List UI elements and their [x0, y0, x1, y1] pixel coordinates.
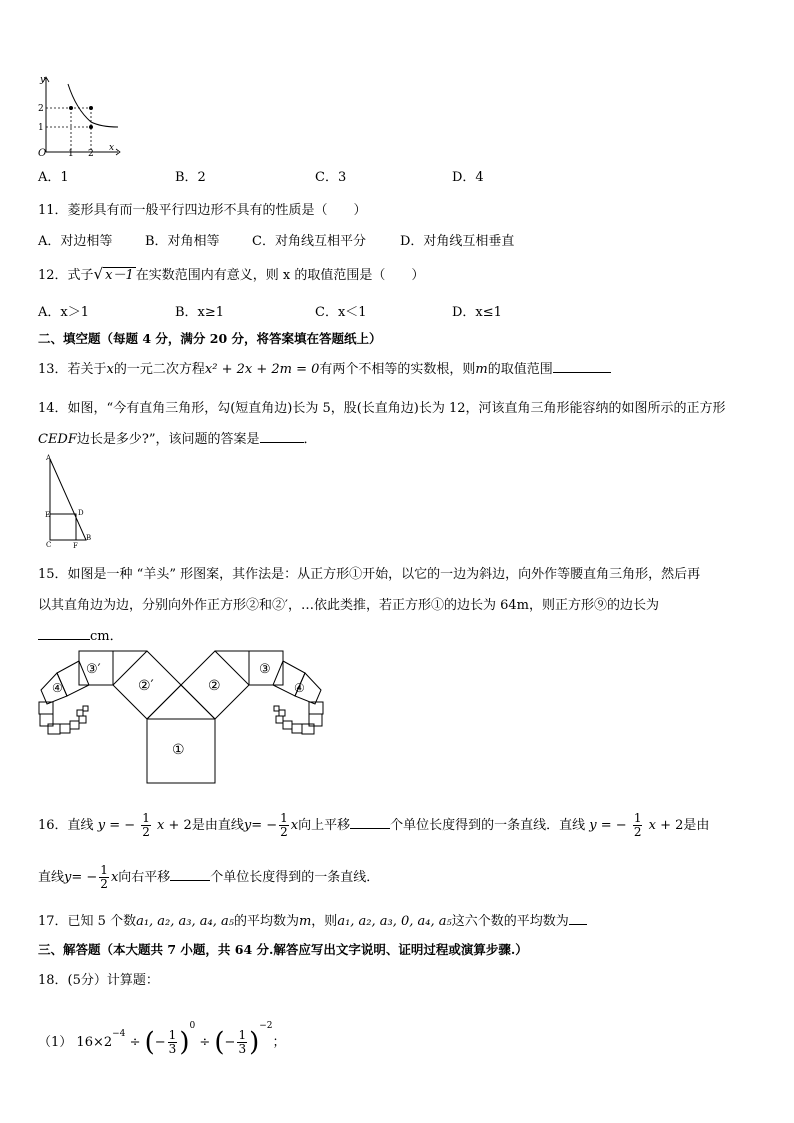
q14-label-e: E	[45, 511, 51, 519]
q16-y2: y	[243, 818, 252, 833]
q16-eqm3: = −	[600, 818, 627, 833]
q18-frac1	[168, 1029, 178, 1056]
q13-x: x	[106, 362, 114, 377]
q15-line1: 15．如图是一种 “羊头” 形图案，其作法是：从正方形①开始，以它的一边为斜边，向外作等腰直角三角形，然后再	[38, 567, 701, 582]
q17-six: a₁, a₂, a₃, 0, a₄, a₅	[337, 914, 452, 929]
q10-options	[38, 166, 758, 184]
frac-numerator: 1	[633, 811, 642, 825]
q15-label-square-2: ②	[208, 678, 221, 694]
q17-answer-blank[interactable]	[569, 924, 587, 925]
q10-graph	[36, 74, 122, 158]
graph-tick-x2: 2	[88, 149, 94, 158]
q15-label-square-3-prime: ③′	[86, 662, 101, 677]
graph-x-label: x	[109, 143, 115, 153]
q17-d: 这六个数的平均数为	[451, 914, 569, 929]
q15-label-square-2-prime: ②′	[138, 678, 154, 694]
q16-f: 直线	[38, 870, 65, 885]
q17-question	[38, 910, 587, 929]
q16-line2	[38, 860, 379, 896]
q18-exp3: −2	[259, 1021, 273, 1031]
section-3-heading	[38, 940, 528, 958]
q14-answer-blank[interactable]	[260, 442, 304, 443]
q18-exp2: 0	[189, 1021, 196, 1031]
q16-eqm2: = −	[251, 818, 278, 833]
q13-b: 的一元二次方程	[113, 362, 205, 377]
q16-h: 个单位长度得到的一条直线．	[210, 870, 380, 885]
q18-exp1: −4	[112, 1029, 126, 1039]
q12-option-c[interactable]: C．x＜1	[315, 305, 367, 320]
graph-tick-y1: 1	[38, 123, 44, 133]
q14-end: ．	[303, 432, 317, 447]
frac-numerator: 1	[168, 1028, 177, 1042]
q17-m: m	[298, 914, 312, 929]
q16-answer-blank-1[interactable]	[350, 828, 390, 829]
q18-part-label: （1）	[38, 1035, 73, 1050]
frac-denominator: 3	[168, 1042, 177, 1056]
q10-option-d[interactable]: D．4	[452, 170, 484, 185]
q13-d: 的取值范围	[487, 362, 553, 377]
q16-g: 向右平移	[118, 870, 171, 885]
q16-c: 向上平移	[298, 818, 351, 833]
q16-eqm4: = −	[71, 870, 98, 885]
q11-question: 11．菱形具有而一般平行四边形不具有的性质是（ ）	[38, 203, 367, 218]
q10-option-a[interactable]: A．1	[38, 170, 69, 185]
frac-denominator: 2	[280, 825, 288, 839]
q17-c: ，则	[311, 914, 338, 929]
frac-numerator: 1	[280, 811, 288, 825]
q13-m: m	[475, 362, 488, 377]
q16-a: 16．直线	[38, 818, 94, 833]
graph-tick-y2: 2	[38, 104, 44, 114]
q12-question	[38, 264, 424, 283]
q17-nums: a₁, a₂, a₃, a₄, a₅	[136, 914, 234, 929]
q13-a: 13．若关于	[38, 362, 107, 377]
q14-line1: 14．如图，“今有直角三角形，勾(短直角边)长为 5，股(长直角边)长为 12，河该直角三角形能容纳的如图所示的正方形	[38, 401, 726, 416]
q16-y1: y	[97, 818, 106, 833]
q16-plus1: + 2	[168, 818, 192, 833]
q16-line1	[38, 808, 709, 844]
q11-option-c[interactable]: C．对角线互相平分	[252, 234, 366, 249]
q14-label-c: C	[46, 541, 52, 549]
section-3-instructions: （本大题共 7 小题，共 64 分.解答应写出文字说明、证明过程或演算步骤.）	[100, 942, 528, 957]
q14-line2-wrap	[38, 428, 317, 447]
q10-option-b[interactable]: B．2	[175, 170, 206, 185]
q18-end: ；	[272, 1035, 286, 1050]
q16-frac3	[633, 812, 643, 839]
q18-base: 16×2	[76, 1035, 113, 1050]
q16-x4: x	[110, 870, 119, 885]
q15-label-square-3: ③	[259, 662, 271, 677]
q18-div2: ÷	[199, 1035, 211, 1050]
q14-label-a: A	[46, 454, 52, 462]
q13-answer-blank[interactable]	[553, 372, 611, 373]
q16-frac2	[279, 812, 289, 839]
graph-y-label: y	[40, 75, 46, 85]
q11-option-d[interactable]: D．对角线互相垂直	[400, 234, 515, 249]
q16-y4: y	[64, 870, 72, 885]
q14-square-name: CEDF	[38, 432, 77, 447]
right-paren: )	[179, 1027, 190, 1058]
section-2-heading: 二、填空题（每题 4 分，满分 20 分，将答案填在答题纸上）	[38, 331, 382, 346]
frac-denominator: 3	[238, 1042, 247, 1056]
q10-option-c[interactable]: C．3	[315, 170, 347, 185]
q15-label-square-1: ①	[172, 742, 185, 758]
q18-part1	[38, 1004, 286, 1065]
frac-denominator: 2	[633, 825, 642, 839]
q16-y3: y	[589, 818, 597, 833]
q12-options	[38, 301, 758, 319]
q12-post: 在实数范围内有意义，则 x 的取值范围是（ ）	[135, 268, 425, 283]
q11-option-b[interactable]: B．对角相等	[145, 234, 220, 249]
q16-eqm1: = −	[109, 818, 136, 833]
q16-answer-blank-2[interactable]	[170, 880, 210, 881]
q13-question	[38, 358, 611, 377]
q16-e: 是由	[683, 818, 710, 833]
q16-frac1	[141, 812, 151, 839]
q17-b: 的平均数为	[233, 914, 299, 929]
q18-title: 18．(5分）计算题：	[38, 973, 159, 988]
q14-triangle-figure	[40, 452, 100, 550]
q11-options	[38, 230, 758, 248]
q12-pre: 12．式子	[38, 268, 94, 283]
q14-line2: 边长是多少?”，该问题的答案是	[76, 432, 260, 447]
frac-denominator: 2	[100, 877, 108, 891]
q18-neg2: −	[224, 1035, 236, 1050]
q15-label-square-4-right: ④	[294, 681, 305, 695]
left-paren: (	[214, 1027, 225, 1058]
q15-ram-head-figure	[36, 648, 336, 786]
q16-plus2: + 2	[660, 818, 684, 833]
q16-frac4	[99, 864, 109, 891]
q16-x2: x	[290, 818, 299, 833]
left-paren: (	[144, 1027, 155, 1058]
q14-label-d: D	[78, 509, 84, 517]
q15-unit: cm．	[90, 629, 123, 644]
graph-tick-x1: 1	[68, 149, 74, 158]
frac-numerator: 1	[238, 1028, 247, 1042]
q15-line2: 以其直角边为边，分别向外作正方形②和②′，…依此类推，若正方形①的边长为 64m，则正方形⑨的边长为	[38, 598, 659, 613]
q16-x1: x	[157, 818, 165, 833]
q11-option-a[interactable]: A．对边相等	[38, 234, 113, 249]
frac-numerator: 1	[100, 863, 108, 877]
q13-equation: x² + 2x + 2m = 0	[204, 362, 320, 377]
q12-option-a[interactable]: A．x＞1	[38, 305, 89, 320]
frac-numerator: 1	[142, 811, 150, 825]
q15-line3	[38, 625, 123, 644]
graph-origin: O	[38, 148, 47, 158]
q16-x3: x	[648, 818, 656, 833]
q14-label-b: B	[86, 534, 92, 542]
q12-sqrt: √ x－1	[93, 265, 134, 283]
q16-d: 个单位长度得到的一条直线．直线	[390, 818, 586, 833]
q13-c: 有两个不相等的实数根，则	[319, 362, 476, 377]
q17-a: 17．已知 5 个数	[38, 914, 137, 929]
frac-denominator: 2	[142, 825, 150, 839]
q16-b: 是由直线	[191, 818, 244, 833]
q12-option-b[interactable]: B．x≥1	[175, 305, 225, 320]
q12-radicand: x－1	[105, 268, 134, 283]
q14-label-f: F	[73, 542, 78, 550]
q15-answer-blank[interactable]	[38, 639, 90, 640]
q18-div1: ÷	[129, 1035, 141, 1050]
q12-option-d[interactable]: D．x≤1	[452, 305, 502, 320]
q18-frac2	[237, 1029, 247, 1056]
right-paren: )	[249, 1027, 260, 1058]
q18-neg1: −	[154, 1035, 166, 1050]
section-3-title: 三、解答题	[38, 942, 101, 957]
q15-label-square-4-left: ④	[52, 681, 63, 695]
